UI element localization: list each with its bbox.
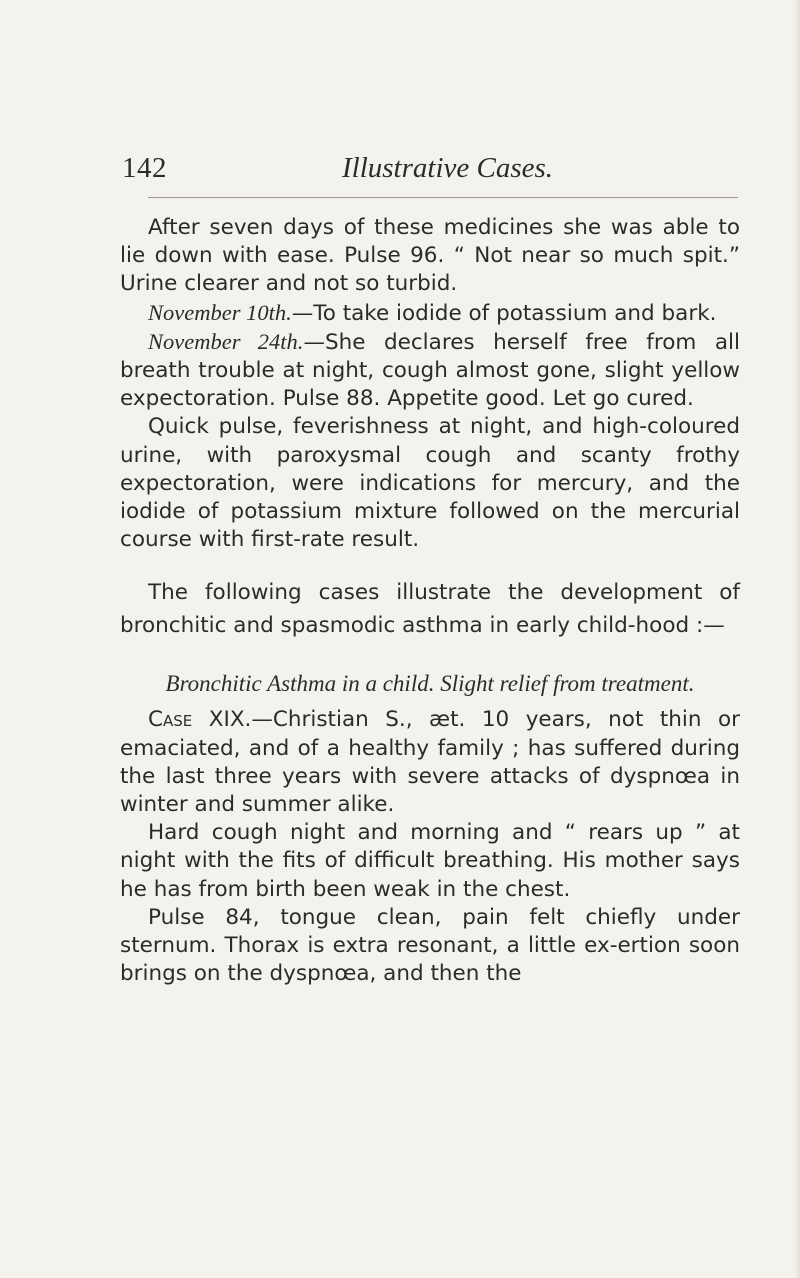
paragraph-pulse-84: [120, 904, 740, 989]
paragraph-text: The following cases illustrate the development of bronchitic and spasmodic asthma in early child-hood :—: [120, 580, 740, 639]
entry-date: November 10th.: [148, 299, 292, 325]
running-title: Illustrative Cases.: [342, 152, 554, 184]
entry-date: November 24th.: [148, 328, 304, 354]
page-edge: [794, 0, 800, 1278]
case-label: Case: [148, 707, 193, 733]
paragraph-after-seven-days: [120, 214, 740, 299]
paragraph-text: XIX.—Christian S., æt. 10 years, not thin or emaciated, and of a healthy family ; has suffered during the last three years with severe attacks of dyspnœa in winter and summer alike.: [120, 707, 740, 818]
paragraph-case-xix: [120, 706, 740, 819]
case-subheading: Bronchitic Asthma in a child. Slight relief from treatment.: [165, 671, 695, 697]
paragraph-text: Hard cough night and morning and “ rears up ” at night with the fits of difficult breathing. His mother says he has from birth been weak in the chest.: [120, 820, 740, 902]
page-number: 142: [122, 152, 167, 184]
paragraph-following-cases: [120, 576, 740, 642]
paragraph-november-24: [120, 328, 740, 414]
paragraph-text: —To take iodide of potassium and bark.: [291, 300, 717, 326]
paragraph-text: —She declares herself free from all breath trouble at night, cough almost gone, slight yellow expectoration. Pulse 88. Appetite good. Let go cured.: [120, 329, 740, 412]
paragraph-hard-cough: [120, 819, 740, 904]
paragraph-quick-pulse: [120, 413, 740, 554]
header-rule: [148, 197, 738, 198]
paragraph-text: After seven days of these medicines she was able to lie down with ease. Pulse 96. “ Not near so much spit.” Urine clearer and not so turbid.: [120, 215, 740, 297]
paragraph-november-10: [120, 299, 740, 328]
paragraph-text: Quick pulse, feverishness at night, and high-coloured urine, with paroxysmal cough and scanty frothy expectoration, were indications for mercury, and the iodide of potassium mixture followed on the mercurial course with first-rate result.: [120, 414, 740, 553]
body-text: [120, 214, 740, 988]
paragraph-text: Pulse 84, tongue clean, pain felt chiefly under sternum. Thorax is extra resonant, a little ex-ertion soon brings on the dyspnœa, and then the: [120, 904, 740, 987]
page-header: [122, 152, 742, 192]
